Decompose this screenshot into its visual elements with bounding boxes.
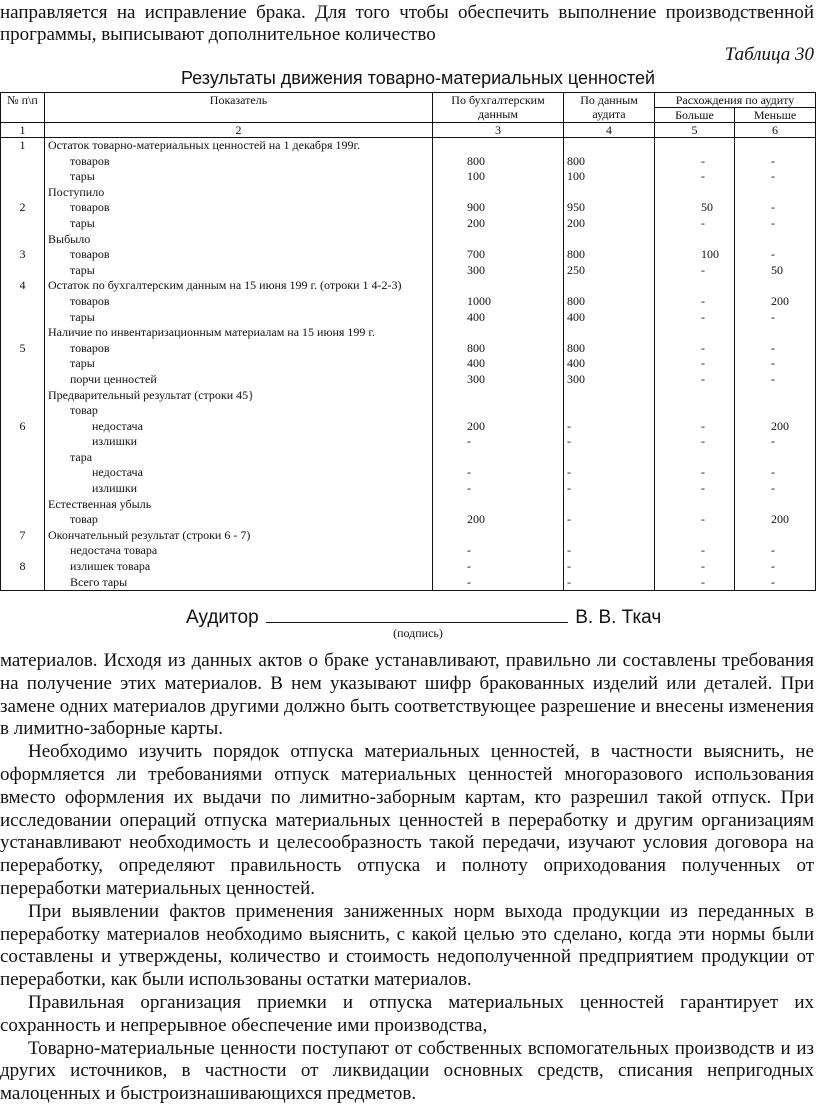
row-number: 1: [1, 138, 45, 154]
table-row: [1, 403, 816, 419]
table-row: [1, 325, 816, 341]
column-number: 3: [433, 123, 564, 138]
audit-value: [564, 450, 655, 466]
less-value: -: [735, 559, 816, 575]
row-label: товар: [70, 403, 98, 418]
audit-value: [564, 185, 655, 201]
table-body: [1, 138, 816, 591]
row-label-cell: [45, 356, 433, 372]
row-label-cell: [45, 185, 433, 201]
row-label-cell: [45, 512, 433, 528]
row-label-cell: [45, 200, 433, 216]
body-text: [0, 650, 814, 1106]
table-row: [1, 154, 816, 170]
row-number: [1, 185, 45, 201]
row-label: излишки: [92, 481, 138, 496]
less-value: -: [735, 200, 816, 216]
audit-value: -: [564, 465, 655, 481]
more-value: -: [655, 263, 735, 279]
row-label: Наличие по инвентаризационным материалам на 15 июня 199 г.: [48, 325, 375, 340]
more-value: -: [655, 543, 735, 559]
table-row: [1, 528, 816, 544]
less-value: -: [735, 169, 816, 185]
book-value: -: [433, 434, 564, 450]
less-value: 50: [735, 263, 816, 279]
more-value: [655, 403, 735, 419]
row-label: недостача: [92, 465, 143, 480]
column-number: 6: [735, 123, 816, 138]
less-value: -: [735, 247, 816, 263]
row-label: тары: [70, 169, 95, 184]
less-value: -: [735, 341, 816, 357]
table-row: [1, 232, 816, 248]
row-number: 2: [1, 200, 45, 216]
less-value: [735, 403, 816, 419]
row-label: Остаток по бухгалтерским данным на 15 июня 199 г. (отроки 1 4-2-3): [48, 278, 402, 293]
more-value: [655, 450, 735, 466]
table-row: [1, 216, 816, 232]
more-value: -: [655, 465, 735, 481]
row-label-cell: [45, 450, 433, 466]
row-label: тары: [70, 262, 95, 277]
row-label-cell: [45, 310, 433, 326]
table-row: [1, 543, 816, 559]
more-value: [655, 232, 735, 248]
table-row: [1, 200, 816, 216]
row-label-cell: [45, 543, 433, 559]
row-number: [1, 356, 45, 372]
less-value: -: [735, 372, 816, 388]
audit-value: [564, 403, 655, 419]
table-row: [1, 247, 816, 263]
book-value: 800: [433, 154, 564, 170]
book-value: [433, 232, 564, 248]
row-label: Всего тары: [70, 574, 128, 589]
paragraph: Правильная организация приемки и отпуска материальных ценностей гарантирует их сохранность и непрерывное обеспечение ими производства,: [0, 991, 814, 1036]
book-value: 400: [433, 356, 564, 372]
row-number: [1, 372, 45, 388]
book-value: 300: [433, 372, 564, 388]
table-row: [1, 465, 816, 481]
row-label-cell: [45, 481, 433, 497]
book-value: 200: [433, 512, 564, 528]
row-label-cell: [45, 341, 433, 357]
row-label: товаров: [70, 340, 110, 355]
row-label: товар: [70, 512, 98, 527]
more-value: -: [655, 419, 735, 435]
more-value: [655, 185, 735, 201]
row-label: тары: [70, 309, 95, 324]
audit-value: 400: [564, 310, 655, 326]
more-value: -: [655, 512, 735, 528]
row-number: 5: [1, 341, 45, 357]
row-label-cell: [45, 528, 433, 544]
auditor-name: В. В. Ткач: [575, 607, 662, 628]
table-title: Результаты движения товарно-материальных ценностей: [180, 68, 656, 88]
table-row: [1, 341, 816, 357]
book-value: [433, 388, 564, 404]
table-row: [1, 559, 816, 575]
less-value: -: [735, 481, 816, 497]
row-number: [1, 434, 45, 450]
row-label: товаров: [70, 247, 110, 262]
row-label-cell: [45, 497, 433, 513]
less-value: [735, 388, 816, 404]
book-value: -: [433, 543, 564, 559]
row-label: Выбыло: [48, 231, 91, 246]
audit-value: 400: [564, 356, 655, 372]
book-value: 300: [433, 263, 564, 279]
row-label: излишки: [92, 434, 138, 449]
row-label-cell: [45, 247, 433, 263]
book-value: 100: [433, 169, 564, 185]
row-label: Остаток товарно-материальных ценностей на 1 декабря 199г.: [48, 138, 361, 152]
more-value: -: [655, 559, 735, 575]
more-value: -: [655, 481, 735, 497]
more-value: -: [655, 575, 735, 591]
row-label-cell: [45, 372, 433, 388]
row-number: 4: [1, 278, 45, 294]
book-value: [433, 403, 564, 419]
row-number: [1, 465, 45, 481]
table-row: [1, 169, 816, 185]
auditor-label: Аудитор: [186, 607, 259, 628]
row-number: [1, 481, 45, 497]
book-value: 200: [433, 216, 564, 232]
book-value: -: [433, 481, 564, 497]
row-number: [1, 543, 45, 559]
row-number: [1, 388, 45, 404]
less-value: [735, 232, 816, 248]
signature-caption: (подпись): [393, 626, 443, 640]
less-value: -: [735, 216, 816, 232]
audit-value: [564, 138, 655, 154]
paragraph: Необходимо изучить порядок отпуска материальных ценностей, в частности выяснить, не оформляется ли требованиями отпуск материальных ценностей многоразового использования вместо оформления их выдачи по лимитно-заборным картам, кто разрешил такой отпуск. При исследовании операций отпуска материальных ценностей в переработку и другим организациям устанавливают необходимость и целесообразность такой передачи, изучают условия договора на переработку, определяют правильность отпуска и полноту оприходования полученных от переработки материальных ценностей.: [0, 741, 814, 899]
signature-underline: [266, 604, 568, 623]
row-number: [1, 310, 45, 326]
less-value: -: [735, 434, 816, 450]
row-label-cell: [45, 154, 433, 170]
row-label-cell: [45, 138, 433, 154]
results-table: [0, 92, 816, 591]
row-label: тара: [70, 449, 93, 464]
audit-value: 100: [564, 169, 655, 185]
less-value: 200: [735, 294, 816, 310]
row-label-cell: [45, 388, 433, 404]
audit-value: [564, 232, 655, 248]
more-value: 100: [655, 247, 735, 263]
audit-value: -: [564, 481, 655, 497]
less-value: [735, 325, 816, 341]
row-label: тары: [70, 215, 95, 230]
less-value: -: [735, 465, 816, 481]
more-value: [655, 325, 735, 341]
header-less: Меньше: [735, 108, 816, 123]
book-value: 400: [433, 310, 564, 326]
row-label: Поступило: [48, 184, 105, 199]
row-label: излишек товара: [70, 559, 151, 574]
book-value: 800: [433, 341, 564, 357]
row-number: [1, 512, 45, 528]
audit-value: -: [564, 434, 655, 450]
row-label-cell: [45, 559, 433, 575]
more-value: -: [655, 356, 735, 372]
book-value: [433, 528, 564, 544]
less-value: 200: [735, 512, 816, 528]
less-value: -: [735, 154, 816, 170]
audit-value: -: [564, 559, 655, 575]
row-number: 8: [1, 559, 45, 575]
table-number: Таблица 30: [724, 44, 814, 65]
table-row: [1, 356, 816, 372]
book-value: -: [433, 559, 564, 575]
audit-value: -: [564, 575, 655, 591]
header-book-data: По бухгалтерским данным: [433, 93, 564, 123]
row-label: Окончательный результат (строки 6 - 7): [48, 527, 251, 542]
audit-value: -: [564, 419, 655, 435]
paragraph: Товарно-материальные ценности поступают от собственных вспомогательных производств и из других источников, в частности от ликвидации основных средств, списания непригодных малоценных и быстроизнашивающихся предметов.: [0, 1037, 814, 1105]
more-value: [655, 278, 735, 294]
row-number: [1, 450, 45, 466]
row-label-cell: [45, 325, 433, 341]
row-label-cell: [45, 169, 433, 185]
row-label-cell: [45, 434, 433, 450]
row-label-cell: [45, 216, 433, 232]
row-number: [1, 575, 45, 591]
book-value: 1000: [433, 294, 564, 310]
audit-value: 200: [564, 216, 655, 232]
row-number: [1, 294, 45, 310]
row-label: товаров: [70, 153, 110, 168]
more-value: 50: [655, 200, 735, 216]
header-more: Больше: [655, 108, 735, 123]
audit-value: [564, 325, 655, 341]
row-number: [1, 263, 45, 279]
less-value: [735, 528, 816, 544]
row-label: Предварительный результат (строки 45}: [48, 387, 254, 402]
table-row: [1, 278, 816, 294]
row-number: [1, 232, 45, 248]
row-number: 6: [1, 419, 45, 435]
row-label: Естественная убыль: [48, 496, 152, 511]
book-value: 900: [433, 200, 564, 216]
less-value: [735, 450, 816, 466]
table-row: [1, 497, 816, 513]
table-row: [1, 434, 816, 450]
more-value: [655, 528, 735, 544]
paragraph: материалов. Исходя из данных актов о браке устанавливают, правильно ли составлены требования на получение этих материалов. В нем указывают шифр бракованных изделий или деталей. При замене одних материалов другими должно быть соответствующее разрешение и внесены изменения в лимитно-заборные карты.: [0, 650, 814, 740]
less-value: [735, 497, 816, 513]
audit-value: 800: [564, 247, 655, 263]
row-number: [1, 169, 45, 185]
table-row: [1, 185, 816, 201]
audit-value: [564, 497, 655, 513]
table-row: [1, 512, 816, 528]
table-row: [1, 310, 816, 326]
row-number: [1, 154, 45, 170]
row-label-cell: [45, 263, 433, 279]
header-indicator: Показатель: [45, 93, 433, 123]
book-value: [433, 278, 564, 294]
table-row: [1, 138, 816, 154]
row-label: недостача товара: [70, 543, 158, 558]
book-value: 200: [433, 419, 564, 435]
row-label: товаров: [70, 293, 110, 308]
more-value: -: [655, 216, 735, 232]
book-value: -: [433, 575, 564, 591]
header-audit-data: По данным аудита: [564, 93, 655, 123]
less-value: 200: [735, 419, 816, 435]
more-value: -: [655, 372, 735, 388]
column-number: 4: [564, 123, 655, 138]
book-value: [433, 138, 564, 154]
more-value: -: [655, 434, 735, 450]
book-value: -: [433, 465, 564, 481]
table-row: [1, 575, 816, 591]
more-value: [655, 497, 735, 513]
more-value: -: [655, 169, 735, 185]
row-label: недостача: [92, 418, 143, 433]
header-num: № п\п: [1, 93, 45, 123]
audit-value: [564, 278, 655, 294]
less-value: -: [735, 356, 816, 372]
less-value: -: [735, 310, 816, 326]
table-row: [1, 419, 816, 435]
table-row: [1, 294, 816, 310]
column-number: 1: [1, 123, 45, 138]
table-row: [1, 388, 816, 404]
row-number: [1, 403, 45, 419]
more-value: -: [655, 294, 735, 310]
row-label-cell: [45, 419, 433, 435]
row-number: [1, 497, 45, 513]
row-label: порчи ценностей: [70, 371, 157, 386]
audit-value: 300: [564, 372, 655, 388]
book-value: [433, 497, 564, 513]
book-value: [433, 325, 564, 341]
table-row: [1, 372, 816, 388]
less-value: [735, 278, 816, 294]
row-label-cell: [45, 278, 433, 294]
less-value: [735, 138, 816, 154]
audit-value: 800: [564, 294, 655, 310]
header-discrepancies: Расхождения по аудиту: [655, 93, 816, 108]
less-value: [735, 185, 816, 201]
row-number: [1, 325, 45, 341]
row-label-cell: [45, 575, 433, 591]
column-number: 5: [655, 123, 735, 138]
row-label: товаров: [70, 200, 110, 215]
book-value: [433, 185, 564, 201]
audit-value: 800: [564, 341, 655, 357]
table-row: [1, 450, 816, 466]
audit-value: 800: [564, 154, 655, 170]
paragraph: При выявлении фактов применения заниженных норм выхода продукции из переданных в переработку материалов необходимо выяснить, с какой целью это сделано, когда эти нормы были составлены и утверждены, количество и стоимость недополученной предприятием продукции от переработки, как были использованы остатки материалов.: [0, 900, 814, 991]
audit-value: [564, 528, 655, 544]
audit-value: 950: [564, 200, 655, 216]
table-row: [1, 481, 816, 497]
less-value: -: [735, 543, 816, 559]
audit-value: -: [564, 543, 655, 559]
audit-value: [564, 388, 655, 404]
less-value: -: [735, 575, 816, 591]
table-row: [1, 263, 816, 279]
more-value: [655, 388, 735, 404]
row-label-cell: [45, 403, 433, 419]
row-number: 7: [1, 528, 45, 544]
more-value: -: [655, 310, 735, 326]
more-value: [655, 138, 735, 154]
book-value: 700: [433, 247, 564, 263]
row-label-cell: [45, 465, 433, 481]
audit-value: 250: [564, 263, 655, 279]
audit-value: -: [564, 512, 655, 528]
column-number: 2: [45, 123, 433, 138]
row-number: 3: [1, 247, 45, 263]
book-value: [433, 450, 564, 466]
intro-text: направляется на исправление брака. Для того чтобы обеспечить выполнение производственной программы, выписывают дополнительное количество: [0, 2, 814, 45]
row-label-cell: [45, 294, 433, 310]
row-label: тары: [70, 356, 95, 371]
more-value: -: [655, 341, 735, 357]
row-label-cell: [45, 232, 433, 248]
row-number: [1, 216, 45, 232]
more-value: -: [655, 154, 735, 170]
